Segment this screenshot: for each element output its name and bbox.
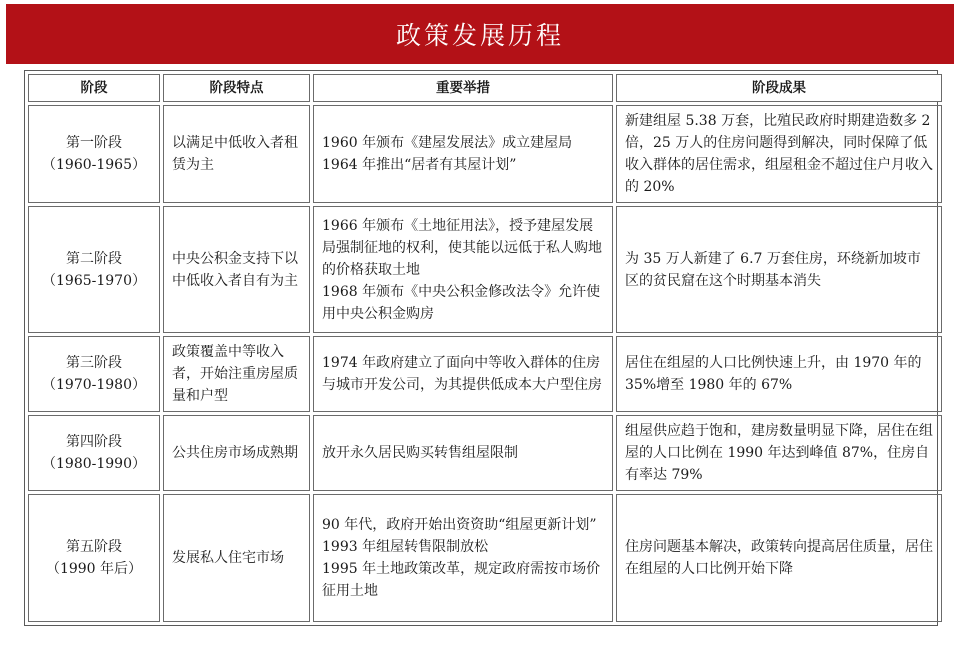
table-row (28, 206, 942, 333)
policy-table-frame (24, 70, 938, 626)
measure-item: 放开永久居民购买转售组屋限制 (322, 445, 518, 461)
measures-cell (313, 494, 613, 622)
result-cell: 新建组屋 5.38 万套，比殖民政府时期建造数多 2 倍，25 万人的住房问题得到解决，同时保障了低收入群体的居住需求，组屋租金不超过住户月收入的 20% (616, 105, 942, 203)
policy-table (25, 71, 945, 625)
measure-item: 1960 年颁布《建屋发展法》成立建屋局 (322, 135, 573, 151)
result-cell: 住房问题基本解决，政策转向提高居住质量，居住在组屋的人口比例开始下降 (616, 494, 942, 622)
table-row (28, 494, 942, 622)
measure-item: 1964 年推出“居者有其屋计划” (322, 157, 517, 173)
header-result: 阶段成果 (616, 74, 942, 102)
stage-years: （1960-1965） (42, 157, 146, 173)
measures-cell (313, 206, 613, 333)
measures-cell (313, 336, 613, 412)
stage-name: 第五阶段 (66, 539, 122, 555)
feature-cell: 政策覆盖中等收入者，开始注重房屋质量和户型 (163, 336, 310, 412)
table-row (28, 415, 942, 491)
stage-name: 第四阶段 (66, 434, 122, 450)
stage-name: 第二阶段 (66, 250, 122, 267)
feature-cell: 以满足中低收入者租赁为主 (163, 105, 310, 203)
measures-cell (313, 415, 613, 491)
feature-cell: 中央公积金支持下以中低收入者自有为主 (163, 206, 310, 333)
measure-item: 1993 年组屋转售限制放松 (322, 539, 489, 555)
measure-item: 1995 年土地政策改革，规定政府需按市场价征用土地 (322, 561, 601, 599)
title-banner (6, 4, 954, 64)
result-cell: 为 35 万人新建了 6.7 万套住房，环绕新加坡市区的贫民窟在这个时期基本消失 (616, 206, 942, 333)
stage-cell (28, 336, 160, 412)
stage-years: （1970-1980） (42, 377, 146, 393)
header-measures: 重要举措 (313, 74, 613, 102)
header-stage: 阶段 (28, 74, 160, 102)
stage-cell (28, 206, 160, 333)
stage-name: 第三阶段 (66, 355, 122, 371)
table-row (28, 336, 942, 412)
stage-years: （1990 年后） (45, 561, 143, 577)
page-title: 政策发展历程 (395, 21, 564, 50)
table-row (28, 105, 942, 203)
feature-cell: 公共住房市场成熟期 (163, 415, 310, 491)
stage-cell (28, 415, 160, 491)
header-feature: 阶段特点 (163, 74, 310, 102)
header-row (28, 74, 942, 102)
feature-cell: 发展私人住宅市场 (163, 494, 310, 622)
measures-cell (313, 105, 613, 203)
result-cell: 居住在组屋的人口比例快速上升，由 1970 年的 35%增至 1980 年的 67% (616, 336, 942, 412)
stage-years: （1980-1990） (42, 456, 146, 472)
stage-cell (28, 494, 160, 622)
measure-item: 1974 年政府建立了面向中等收入群体的住房与城市开发公司，为其提供低成本大户型住房 (322, 355, 602, 393)
stage-cell (28, 105, 160, 203)
measure-item: 1968 年颁布《中央公积金修改法令》允许使用中央公积金购房 (322, 283, 601, 322)
measure-item: 1966 年颁布《土地征用法》，授予建屋发展局强制征地的权利，使其能以远低于私人购地的价格获取土地 (322, 217, 602, 278)
stage-years: （1965-1970） (42, 272, 146, 289)
stage-name: 第一阶段 (66, 135, 122, 151)
result-cell: 组屋供应趋于饱和，建房数量明显下降，居住在组屋的人口比例在 1990 年达到峰值 87%，住房自有率达 79% (616, 415, 942, 491)
measure-item: 90 年代，政府开始出资资助“组屋更新计划” (322, 517, 597, 533)
